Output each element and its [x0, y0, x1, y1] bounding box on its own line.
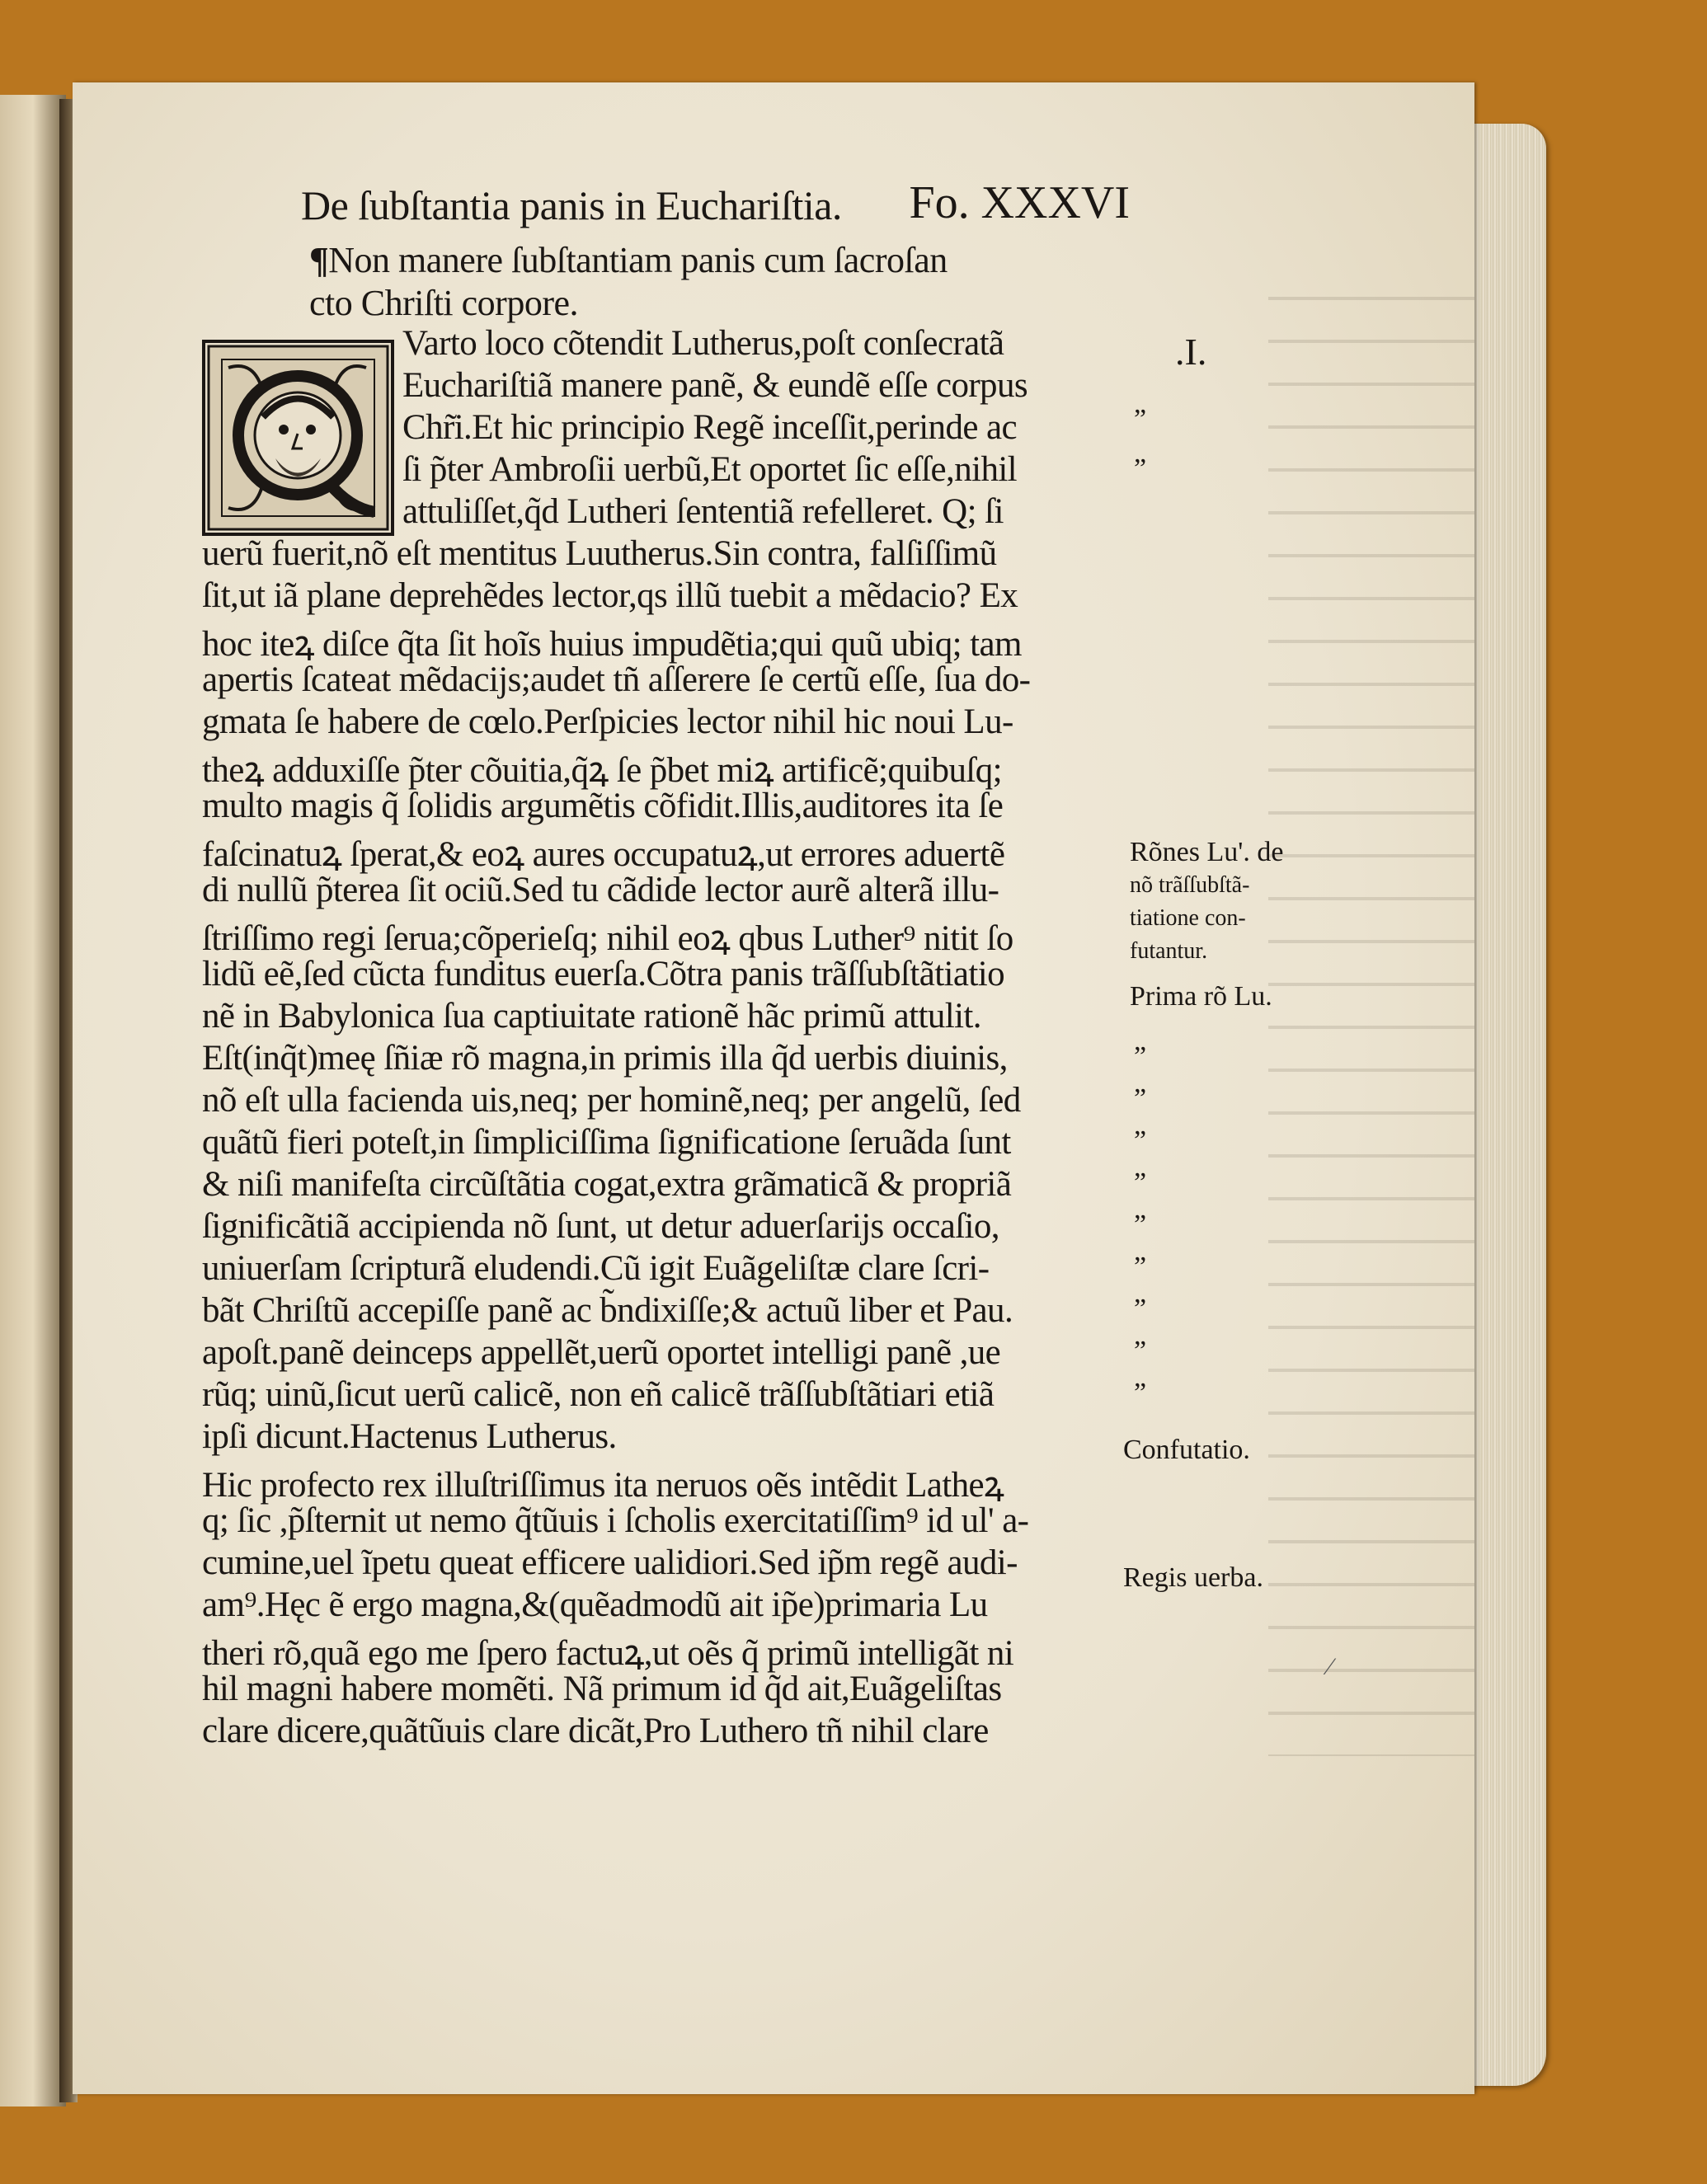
text-line: ſit,ut iã plane deprehẽdes lector,qs illũ tuebit a mẽdacio? Ex [202, 576, 1018, 615]
quote-mark: ” [1134, 404, 1147, 434]
text-line: cumine,uel ĩpetu queat efficere ualidiori.Sed ip̃m regẽ audi- [202, 1543, 1018, 1582]
quote-mark: ” [1134, 1209, 1147, 1240]
text-line: Euchariſtiã manere panẽ, & eundẽ eſſe corpus [402, 366, 1027, 405]
text-line: gmata ſe habere de cœlo.Perſpicies lector nihil hic noui Lu- [202, 702, 1013, 741]
text-line: clare dicere,quãtũuis clare dicãt,Pro Luthero tñ nihil clare [202, 1712, 989, 1750]
chapter-heading-line2: cto Chriſti corpore. [309, 283, 579, 323]
quote-mark: ” [1134, 453, 1147, 484]
pilcrow-icon: ¶ [309, 240, 329, 280]
quote-mark: ” [1134, 1252, 1147, 1282]
text-line: attuliſſet,q̃d Lutheri ſententiã refelleret. Q; ſi [402, 492, 1004, 531]
text-line: am⁹.Hęc ẽ ergo magna,&(quẽadmodũ ait ip̃e)primaria Lu [202, 1585, 988, 1624]
folio-number: Fo. XXXVI [909, 177, 1130, 228]
text-line: lidũ eẽ,ſed cũcta funditus euerſa.Cõtra panis trãſſubſtãtiatio [202, 955, 1004, 993]
text-line: theꝝ adduxiſſe p̃ter cõuitia,q̃ꝝ ſe p̃bet miꝝ artificẽ;quibuſq; [202, 751, 1002, 790]
chapter-heading-line1: Non manere ſubſtantiam panis cum ſacroſan [328, 240, 948, 280]
text-line: di nullũ p̃terea ſit ociũ.Sed tu cãdide lector aurẽ alterã illu- [202, 871, 999, 909]
ink-mark: ⁄ [1328, 1653, 1333, 1680]
marginal-note-confutatio: Confutatio. [1123, 1435, 1250, 1465]
quote-mark: ” [1134, 1336, 1147, 1366]
text-line: q; ſic ,p̃ſternit ut nemo q̃tũuis i ſcholis exercitatiſſim⁹ id ul' a- [202, 1501, 1029, 1540]
quote-mark: ” [1134, 1167, 1147, 1198]
marginal-note-prima: Prima rõ Lu. [1130, 981, 1272, 1012]
text-line: ſtriſſimo regi ſerua;cõperieſq; nihil eoꝝ qbus Luther⁹ nitit ſo [202, 919, 1013, 958]
text-line: nõ eſt ulla facienda uis,neq; per hominẽ,neq; per angelũ, ſed [202, 1081, 1021, 1120]
text-line: Eſt(inq̃t)meę ſñiæ rõ magna,in primis illa q̃d uerbis diuinis, [202, 1039, 1008, 1078]
text-line: hil magni habere momẽti. Nã primum id q̃d ait,Euãgeliſtas [202, 1670, 1002, 1708]
text-line: bãt Chriſtũ accepiſſe panẽ ac b̃ndixiſſe;& actuũ liber et Pau. [202, 1291, 1013, 1330]
text-line: ſi p̃ter Ambroſii uerbũ,Et oportet ſic eſſe,nihil [402, 450, 1018, 489]
text-line: & niſi manifeſta circũſtãtia cogat,extra grãmaticã & propriã [202, 1165, 1012, 1204]
text-line: rũq; uinũ,ſicut uerũ calicẽ, non eñ calicẽ trãſſubſtãtiari etiã [202, 1375, 995, 1414]
marginal-note-line: Rõnes Lu'. de [1130, 837, 1284, 867]
text-line: quãtũ fieri poteſt,in ſimpliciſſima ſignificatione ſeruãda ſunt [202, 1123, 1011, 1162]
text-line: nẽ in Babylonica ſua captiuitate rationẽ hãc primũ attulit. [202, 997, 981, 1036]
text-line: uerũ fuerit,nõ eſt mentitus Luutherus.Sin contra, falſiſſimũ [202, 534, 997, 573]
text-line: Hic profecto rex illuſtriſſimus ita neruos oẽs intẽdit Latheꝝ [202, 1466, 1004, 1505]
quote-mark: ” [1134, 1041, 1147, 1072]
text-line: faſcinatuꝝ ſperat,& eoꝝ aures occupatuꝝ,ut errores aduertẽ [202, 835, 1005, 874]
quote-mark: ” [1134, 1378, 1147, 1408]
quote-mark: ” [1134, 1125, 1147, 1156]
quote-mark: ” [1134, 1083, 1147, 1114]
text-line: Varto loco cõtendit Lutherus,poſt conſecratã [402, 324, 1004, 363]
marginal-note-reasons [1130, 837, 1284, 967]
marginal-note-line: tiatione con- [1130, 905, 1246, 931]
marginal-note-regis: Regis uerba. [1123, 1562, 1263, 1593]
text-line: Chr̃i.Et hic principio Regẽ inceſſit,perinde ac [402, 408, 1017, 447]
text-line: apoſt.panẽ deinceps appellẽt,uerũ oportet intelligi panẽ ,ue [202, 1333, 1001, 1372]
text-line: ſignificãtiã accipienda nõ ſunt, ut detur aduerſarijs occaſio, [202, 1207, 999, 1246]
text-line: hoc iteꝝ diſce q̃ta ſit hoĩs huius impudẽtia;qui quũ ubiq; tam [202, 625, 1022, 664]
text-line: uniuerſam ſcripturã eludendi.Cũ igit Euãgeliſtæ clare ſcri- [202, 1249, 990, 1288]
running-head-title: De ſubſtantia panis in Euchariſtia. [301, 182, 842, 228]
quote-mark: ” [1134, 1294, 1147, 1324]
text-line: apertis ſcateat mẽdacijs;audet tñ aſſerere ſe certũ eſſe, ſua do- [202, 660, 1031, 699]
marginal-numeral: .I. [1175, 331, 1207, 373]
text-line: theri rõ,quã ego me ſpero factuꝝ,ut oẽs q̃ primũ intelligãt ni [202, 1634, 1014, 1673]
text-line: ipſi dicunt.Hactenus Lutherus. [202, 1417, 617, 1456]
marginal-note-line: nõ trãſſubſtã- [1130, 872, 1250, 898]
marginal-note-line: futantur. [1130, 938, 1208, 964]
text-line: multo magis q̃ ſolidis argumẽtis cõfidit.Illis,auditores ita ſe [202, 787, 1004, 825]
